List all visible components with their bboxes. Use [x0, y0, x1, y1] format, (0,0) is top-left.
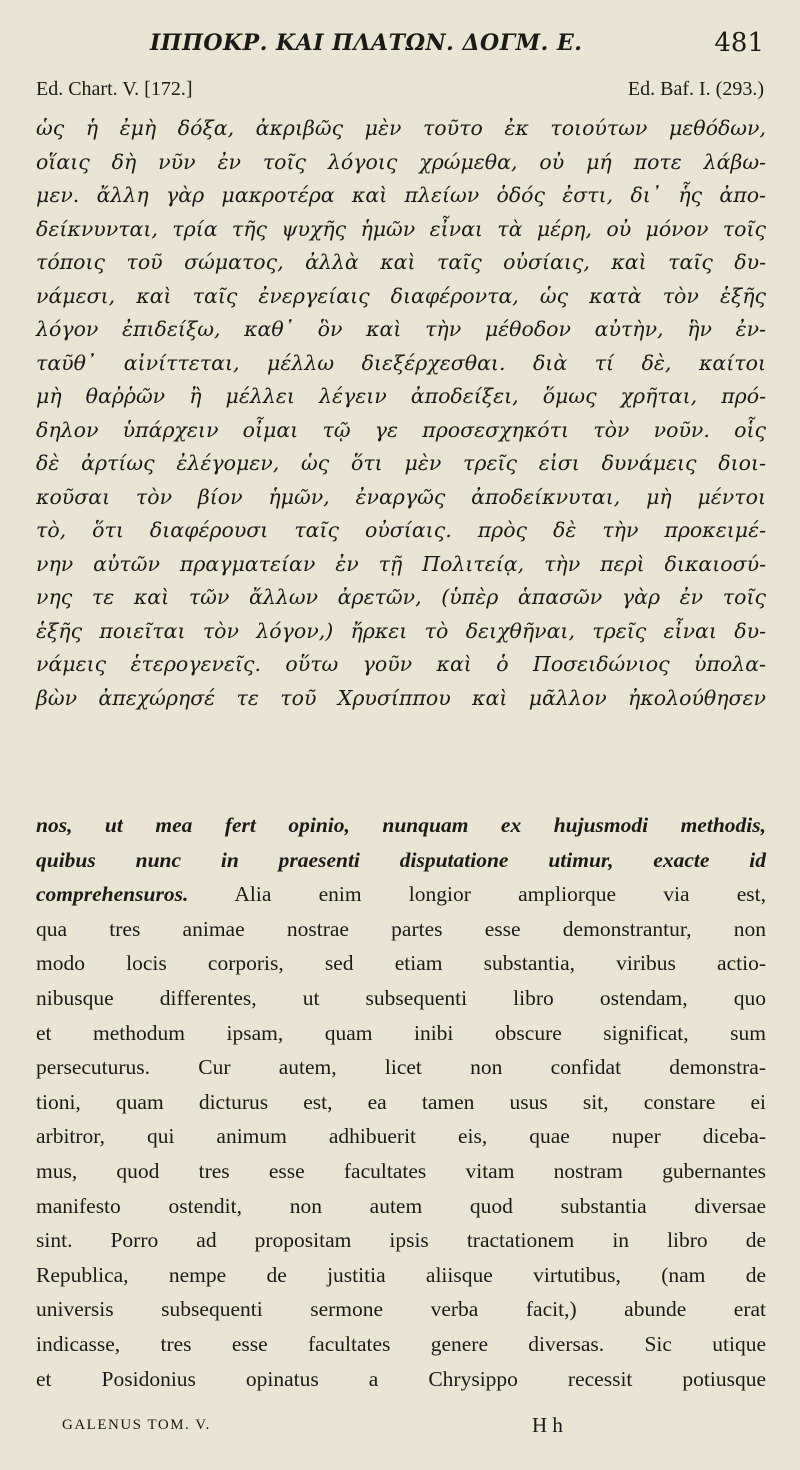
latin-italic-fragment: comprehensuros.: [36, 882, 189, 907]
edition-chartier: Ed. Chart. V. [172.]: [36, 78, 193, 100]
running-title: ΙΠΠΟΚΡ. ΚΑΙ ΠΛΑΤΩΝ. ΔΟΓΜ. Ε.: [150, 30, 583, 56]
greek-line: τόποις τοῦ σώματος, ἀλλὰ καὶ ταῖς οὐσίαις, καὶ ταῖς δυ-: [36, 250, 766, 274]
latin-line: sint. Porro ad propositam ipsis tractationem in libro de: [36, 1228, 766, 1253]
greek-line: ταῦθ᾽ αἰνίττεται, μέλλω διεξέρχεσθαι. διὰ τί δὲ, καίτοι: [36, 350, 766, 375]
running-head: [0, 30, 800, 64]
greek-line: λόγον ἐπιδείξω, καθ᾽ ὃν καὶ τὴν μέθοδον αὐτὴν, ἣν ἐν-: [36, 317, 766, 341]
page-number: 481: [714, 28, 764, 58]
latin-line: qua tres animae nostrae partes esse demonstrantur, non: [36, 916, 766, 941]
latin-line: et methodum ipsam, quam inibi obscure significat, sum: [36, 1020, 766, 1045]
latin-line: nibusque differentes, ut subsequenti libro ostendam, quo: [36, 985, 766, 1010]
latin-line: et Posidonius opinatus a Chrysippo recessit potiusque: [36, 1366, 766, 1391]
greek-line: νάμεις ἑτερογενεῖς. οὕτω γοῦν καὶ ὁ Ποσειδώνιος ὑπολα-: [36, 652, 766, 676]
greek-line: δὲ ἀρτίως ἐλέγομεν, ὡς ὅτι μὲν τρεῖς εἰσι δυνάμεις διοι-: [36, 451, 766, 475]
latin-line: manifesto ostendit, non autem quod substantia diversae: [36, 1193, 766, 1218]
greek-line: δείκνυνται, τρία τῆς ψυχῆς ἡμῶν εἶναι τὰ μέρη, οὐ μόνον τοῖς: [36, 216, 766, 241]
greek-line: δηλον ὑπάρχειν οἶμαι τῷ γε προσεσχηκότι τὸν νοῦν. οἷς: [36, 417, 766, 442]
greek-line: νης τε καὶ τῶν ἄλλων ἀρετῶν, (ὑπὲρ ἁπασῶν γὰρ ἐν τοῖς: [36, 585, 766, 609]
page-footer: [62, 1413, 762, 1443]
greek-line: τὸ, ὅτι διαφέρουσι ταῖς οὐσίαις. πρὸς δὲ τὴν προκειμέ-: [36, 518, 766, 542]
greek-text: [36, 112, 766, 715]
latin-line: universis subsequenti sermone verba facit,) abunde erat: [36, 1297, 766, 1322]
latin-line: tioni, quam dicturus est, ea tamen usus sit, constare ei: [36, 1089, 766, 1114]
greek-line: νάμεσι, καὶ ταῖς ἐνεργείαις διαφέροντα, ὡς κατὰ τὸν ἑξῆς: [36, 283, 766, 308]
greek-line: οἵαις δὴ νῦν ἐν τοῖς λόγοις χρώμεθα, οὐ μή ποτε λάβω-: [36, 149, 766, 174]
latin-line: Republica, nempe de justitia aliisque virtutibus, (nam de: [36, 1262, 766, 1287]
greek-line: μὴ θαῤῥῶν ἢ μέλλει λέγειν ἀποδείξει, ὅμως χρῆται, πρό-: [36, 384, 766, 408]
latin-line-mixed: [36, 877, 766, 912]
greek-line: βὼν ἀπεχώρησέ τε τοῦ Χρυσίππου καὶ μᾶλλον ἠκολούθησεν: [36, 685, 766, 710]
latin-line: persecuturus. Cur autem, licet non confidat demonstra-: [36, 1055, 766, 1080]
latin-roman-fragment: Alia enim longior ampliorque via est,: [234, 882, 766, 907]
edition-basel: Ed. Baf. I. (293.): [627, 78, 764, 100]
greek-line: ἑξῆς ποιεῖται τὸν λόγον,) ἤρκει τὸ δειχθῆναι, τρεῖς εἶναι δυ-: [36, 618, 766, 643]
latin-translation: [36, 808, 766, 1396]
latin-line: indicasse, tres esse facultates genere diversas. Sic utique: [36, 1331, 766, 1356]
latin-line: modo locis corporis, sed etiam substantia, viribus actio-: [36, 951, 766, 976]
greek-line: ὡς ἡ ἐμὴ δόξα, ἀκριβῶς μὲν τοῦτο ἐκ τοιούτων μεθόδων,: [36, 116, 766, 140]
latin-line: arbitror, qui animum adhibuerit eis, quae nuper diceba-: [36, 1124, 766, 1149]
latin-line: quibus nunc in praesenti disputatione utimur, exacte id: [36, 847, 766, 872]
greek-line: νην αὐτῶν πραγματείαν ἐν τῇ Πολιτείᾳ, τὴν περὶ δικαιοσύ-: [36, 551, 766, 576]
greek-line: κοῦσαι τὸν βίον ἡμῶν, ἐναργῶς ἀποδείκνυται, μὴ μέντοι: [36, 484, 766, 509]
latin-body-lines: [36, 912, 766, 1396]
greek-line: μεν. ἄλλη γὰρ μακροτέρα καὶ πλείων ὁδός ἐστι, δι᾽ ἧς ἀπο-: [36, 183, 766, 207]
edition-references: [36, 78, 764, 106]
latin-line: mus, quod tres esse facultates vitam nostram gubernantes: [36, 1158, 766, 1183]
printer-signature: GALENUS TOM. V.: [62, 1417, 211, 1433]
latin-line: nos, ut mea fert opinio, nunquam ex hujusmodi methodis,: [36, 813, 766, 837]
signature-mark: H h: [532, 1413, 563, 1437]
